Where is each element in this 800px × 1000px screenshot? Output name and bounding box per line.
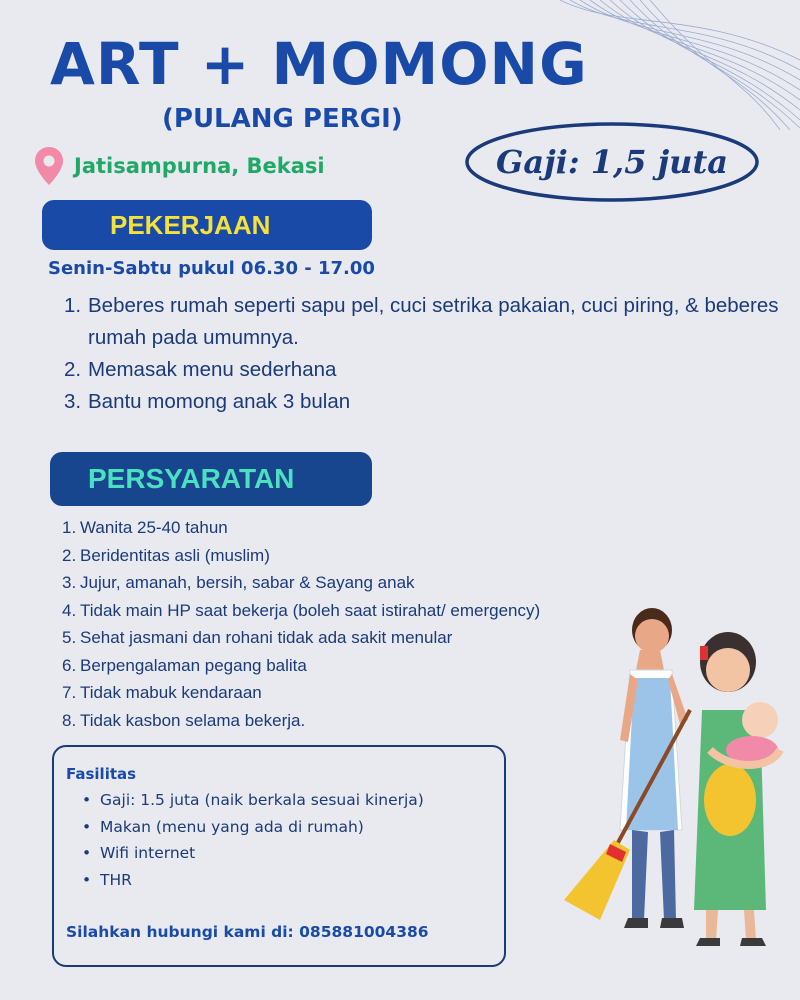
work-schedule: Senin-Sabtu pukul 06.30 - 17.00: [48, 258, 375, 279]
item-text: Beridentitas asli (muslim): [80, 545, 270, 565]
list-item: [64, 386, 780, 418]
item-text: Tidak main HP saat bekerja (boleh saat istirahat/ emergency): [80, 600, 541, 620]
bullet-icon: •: [82, 791, 92, 809]
item-text: Jujur, amanah, bersih, sabar & Sayang anak: [80, 573, 415, 592]
section-heading-persyaratan: PERSYARATAN: [50, 452, 372, 506]
list-item: [62, 624, 642, 652]
item-number: 5.: [62, 628, 77, 647]
housekeeper-and-nanny-illustration: [560, 600, 800, 960]
item-number: 8.: [62, 710, 77, 730]
item-text: Wifi internet: [100, 844, 196, 862]
item-text: Memasak menu sederhana: [88, 358, 337, 381]
list-item: [62, 597, 642, 625]
list-item: [62, 514, 642, 542]
item-text: Sehat jasmani dan rohani tidak ada sakit menular: [80, 628, 453, 647]
item-text: Bantu momong anak 3 bulan: [88, 390, 351, 413]
item-number: 7.: [62, 683, 77, 702]
housekeeper-figure: [620, 608, 688, 928]
item-text: Beberes rumah seperti sapu pel, cuci setrika pakaian, cuci piring, & beberes rumah pada umumnya.: [88, 294, 779, 349]
item-text: THR: [100, 870, 132, 889]
location-text: Jatisampurna, Bekasi: [74, 154, 325, 178]
section-heading-pekerjaan: PEKERJAAN: [42, 200, 372, 250]
list-item: [82, 867, 492, 894]
facilities-box: [52, 745, 506, 967]
item-text: Berpengalaman pegang balita: [80, 655, 307, 675]
item-number: 2.: [62, 545, 77, 565]
item-number: 2.: [64, 358, 82, 381]
salary-badge: [462, 118, 762, 206]
list-item: [82, 840, 492, 867]
requirements-list: [62, 514, 642, 734]
list-item: [82, 787, 492, 814]
location-row: [34, 146, 325, 186]
salary-text: Gaji: 1,5 juta: [496, 143, 728, 181]
facilities-heading: Fasilitas: [66, 765, 137, 783]
bullet-icon: •: [82, 844, 92, 862]
list-item: [62, 652, 642, 680]
item-number: 3.: [62, 573, 77, 592]
list-item: [62, 542, 642, 570]
list-item: [62, 569, 642, 597]
item-text: Tidak mabuk kendaraan: [80, 683, 262, 702]
contact-info: Silahkan hubungi kami di: 085881004386: [66, 923, 429, 941]
page-subtitle: (PULANG PERGI): [162, 104, 403, 134]
list-item: [82, 814, 492, 841]
list-item: [64, 354, 780, 386]
list-item: [62, 679, 642, 707]
facilities-list: [66, 787, 492, 893]
list-item: [62, 707, 642, 735]
map-pin-icon: [34, 146, 64, 186]
job-list: [64, 290, 780, 418]
page-title: ART + MOMONG: [50, 30, 588, 98]
item-number: 1.: [62, 518, 77, 537]
item-text: Wanita 25-40 tahun: [80, 518, 228, 537]
nanny-figure: [694, 632, 766, 946]
item-number: 6.: [62, 655, 77, 675]
item-text: Makan (menu yang ada di rumah): [100, 817, 364, 836]
list-item: [64, 290, 780, 354]
item-number: 1.: [64, 294, 82, 317]
item-number: 4.: [62, 600, 77, 620]
bullet-icon: •: [82, 870, 92, 889]
item-text: Gaji: 1.5 juta (naik berkala sesuai kinerja): [100, 791, 424, 809]
bullet-icon: •: [82, 817, 92, 836]
item-number: 3.: [64, 390, 82, 413]
item-text: Tidak kasbon selama bekerja.: [80, 710, 306, 730]
